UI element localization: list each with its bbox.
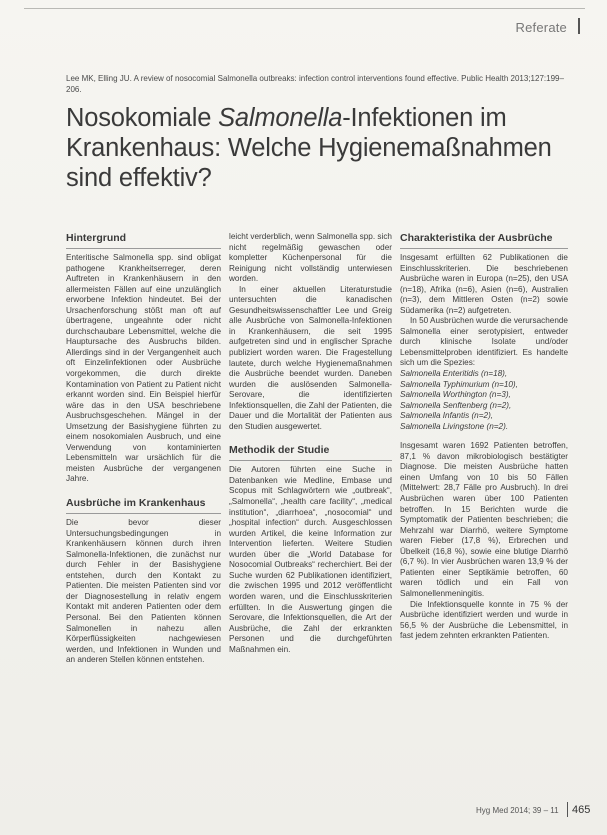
serovar-item: Salmonella Typhimurium (n=10), — [400, 379, 518, 389]
column-1 — [66, 232, 221, 666]
charakteristika-paragraph-1: Insgesamt erfüllten 62 Publikationen die Einschlusskriterien. Die beschriebenen Ausbrüche waren in Europa (n=25), den USA (n=18), Afrika (n=6), Asien (n=6), Australien (n=3), dem Mittleren Osten (n=2) sowie Südamerika (n=2) aufgetreten. — [400, 253, 568, 315]
heading-methodik: Methodik der Studie — [229, 444, 392, 461]
footer-bar — [567, 802, 568, 817]
serovar-item: Salmonella Senftenberg (n=2), — [400, 400, 512, 410]
serovar-item: Salmonella Livingstone (n=2). — [400, 421, 509, 431]
section-label: Referate — [515, 20, 567, 35]
serovar-item: Salmonella Worthington (n=3), — [400, 390, 511, 400]
heading-hintergrund: Hintergrund — [66, 232, 221, 249]
study-paragraph: In einer aktuellen Literaturstudie untersuchten die kanadischen Gesundheitswissenschaftler Lee und Greig alle Ausbrüche von Salmonella-Infektionen in Krankenhäusern, die seit 1995 aufgetreten sind und in englischer Sprache publiziert worden waren. Die Fragestellung lautete, durch welche Hygienemaßnahmen die Ausbrüche beendet wurden. Daneben wurden die auslösenden Salmonella-Serovare, die identifizierten Infektionsquellen, die Zahl der Patienten, die Dauer und die Mortalität der Patienten aus den Studien ausgewertet. — [229, 284, 392, 431]
charakteristika-paragraph-4: Die Infektionsquelle konnte in 75 % der Ausbrüche identifiziert werden und wurde in 56,5 % der Ausbrüche die Lebensmittel, in fast jedem zehnten erkrankten Patienten. — [400, 599, 568, 641]
charakteristika-paragraph-3: Insgesamt waren 1692 Patienten betroffen, 87,1 % davon mikrobiologisch bestätigter Diagnose. Die meisten Ausbrüche hatten einen Umfang von 10 bis 50 Fällen (Mittelwert: 28,7 Fälle pro Ausbruch). In drei Ausbrüchen waren über 100 Patienten betroffen. In 15 Berichten wurde die Symptomatik der Patienten beschrieben; die Mehrzahl war Diarrhö, weitere Symptome waren Fieber (17,8 %), Erbrechen und Übelkeit (16,8 %), sowie eine blutige Diarrhö (6,7 %). In vier Ausbrüchen waren 13,9 % der Patienten einer Septikämie betroffen, 60 waren tödlich und ein Fall von Salmonellenmeningitis. — [400, 441, 568, 598]
intro-paragraph: leicht verderblich, wenn Salmonella spp. sich nicht regelmäßig gewaschen oder kompletter Küchenpersonal für die Reinigung nicht vollständig unterwiesen worden. — [229, 232, 392, 284]
page-number: 465 — [572, 804, 591, 816]
title-part1: Nosokomiale — [66, 104, 219, 132]
charakteristika-paragraph-2: In 50 Ausbrüchen wurde die verursachende Salmonella einer serotypisiert, entweder durch klinische Isolate und/oder Lebensmittelproben identifiziert. Es handelte sich um die Spezies: — [400, 316, 568, 368]
section-bar — [578, 18, 580, 34]
ausbrueche-paragraph: Die bevor dieser Untersuchungsbedingungen in Krankenhäusern können durch ihren Salmonella-Infektionen, die zunächst nur durch Fehler in der Basishygiene entstehen, durch den Kontakt zu Patienten. Die meisten Patienten sind vor der Diagnosestellung in relativ engem Kontakt mit anderen Patienten oder dem Personal. Bei den Patienten können Salmonellen in nahezu allen Körperflüssigkeiten nachgewiesen werden, und Infektionen in Wunden und an anderen Stellen können entstehen. — [66, 518, 221, 665]
serovar-item: Salmonella Infantis (n=2), — [400, 411, 494, 421]
heading-ausbrueche: Ausbrüche im Krankenhaus — [66, 497, 221, 514]
serovar-list — [400, 369, 568, 432]
methodik-paragraph: Die Autoren führten eine Suche in Datenbanken wie Medline, Embase und Scopus mit Schlagwörtern wie „outbreak“, „Salmonella“, „health care facility“, „medical institution“, „diarrhoea“, „nosocomial“ und „hospital infection“ durch. Ausgeschlossen wurden Artikel, die keine Information zur Intervention lieferten. Weitere Studien wurden über die „World Database for Nosocomial Outbreaks“ recherchiert. Bei der Suche wurden 62 Publikationen identifiziert, die zwischen 1995 und 2012 veröffentlicht worden waren, und die Einschlusskriterien erfüllten. In die Auswertung gingen die Serovare, die Infektionsquellen, die Art der Ausbrüche, die Zahl der erkrankten Personen und die durchgeführten Maßnahmen ein. — [229, 465, 392, 654]
article-title — [66, 103, 586, 193]
journal-footer: Hyg Med 2014; 39 – 11 — [476, 806, 559, 815]
heading-charakteristika: Charakteristika der Ausbrüche — [400, 232, 568, 249]
column-2 — [229, 232, 392, 655]
column-3 — [400, 232, 568, 642]
hintergrund-paragraph: Enteritische Salmonella spp. sind obligat pathogene Krankheitserreger, deren Auftreten in Krankenhäusern in den allermeisten Fällen auf eine unzulänglich erworbene Infektion hindeutet. Bei der Ursachenforschung stößt man oft auf übertragene, ungeahnte oder nicht durchschaubare Lebensmittel, welche die Hauptursache des Ausbruchs bilden. Allerdings sind in der Vergangenheit auch oft Einzelinfektionen oder Ausbrüche vorgekommen, die durch direkte Kontamination von Patient zu Patient nicht erkannt worden sind. Ein Beispiel hierfür wäre das in den USA beschriebene Ausbruchsgeschehen. Mängel in der Umsetzung der Basishygiene führten zu einem nosokomialen Ausbruch, und eine Verwendung von kontaminierten Lebensmitteln war ursächlich für die meisten Ausbrüche der vergangenen Jahre. — [66, 253, 221, 484]
serovar-item: Salmonella Enteritidis (n=18), — [400, 369, 508, 379]
title-part2: -Infektionen im Krankenhaus: Welche Hygienemaßnahmen sind effektiv? — [66, 104, 552, 192]
header-rule — [24, 8, 585, 9]
title-italic: Salmonella — [218, 104, 343, 132]
citation: Lee MK, Elling JU. A review of nosocomial Salmonella outbreaks: infection control interventions found effective. Public Health 2013;127:199–206. — [66, 74, 564, 94]
